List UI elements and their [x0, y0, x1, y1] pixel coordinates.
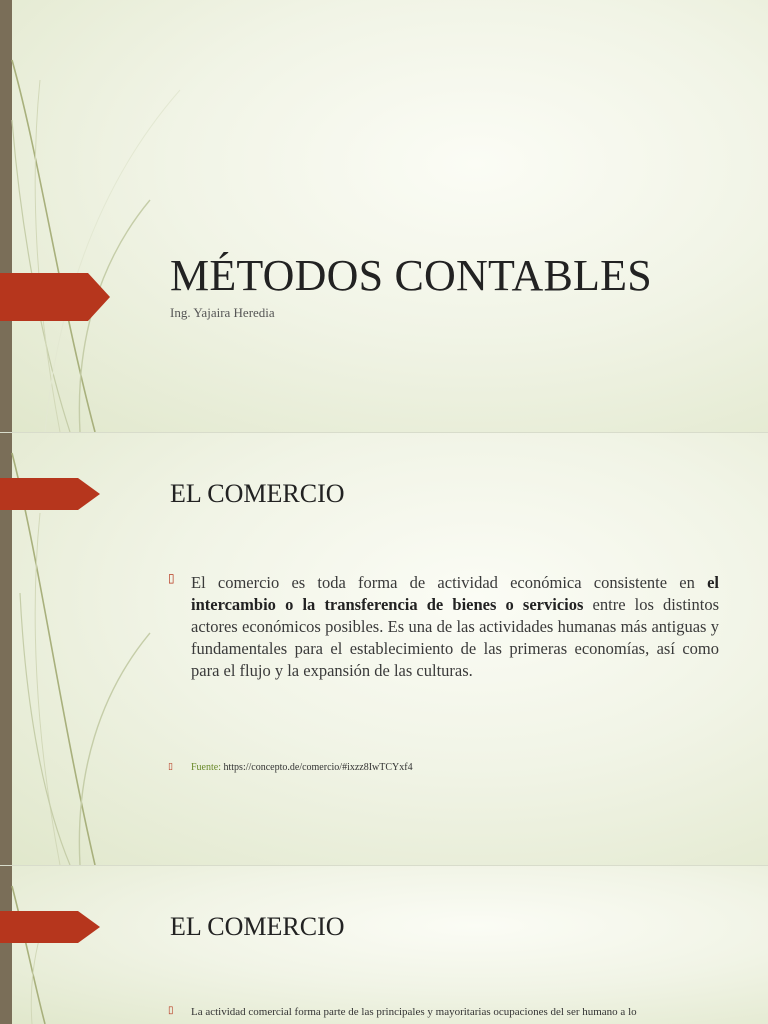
source-url[interactable]: https://concepto.de/comercio/#ixzz8IwTCYxf4: [223, 762, 413, 773]
slide-title: EL COMERCIO: [170, 479, 345, 508]
decorative-swoosh-icon: [0, 0, 200, 432]
paragraph-text: El comercio es toda forma de actividad económica consistente en: [191, 573, 708, 592]
bullet-marker: ▯: [168, 571, 175, 585]
title-arrow-marker: [0, 273, 110, 321]
slide-title: EL COMERCIO: [170, 912, 345, 941]
content-slide: [0, 433, 768, 865]
decorative-swoosh-icon: [0, 866, 200, 1024]
content-slide: [0, 866, 768, 1024]
bullet-marker: ▯: [168, 1005, 174, 1016]
slide-title: MÉTODOS CONTABLES: [170, 251, 652, 300]
slide-subtitle: Ing. Yajaira Heredia: [170, 305, 275, 320]
source-label: Fuente:: [191, 762, 221, 773]
body-paragraph: [191, 572, 719, 682]
bullet-marker: ▯: [168, 761, 173, 771]
paragraph-bold-text: el intercambio o la transferencia de bienes o servicios: [191, 573, 719, 614]
source-citation: [191, 762, 413, 773]
paragraph-text: entre los distintos actores económicos posibles. Es una de las actividades humanas más antiguas y fundamentales para el establecimiento de las primeras economías, así como para el flujo y la expansión de las culturas.: [191, 595, 719, 680]
body-paragraph: La actividad comercial forma parte de las principales y mayoritarias ocupaciones del ser humano a lo: [191, 1006, 637, 1018]
title-slide: [0, 0, 768, 432]
